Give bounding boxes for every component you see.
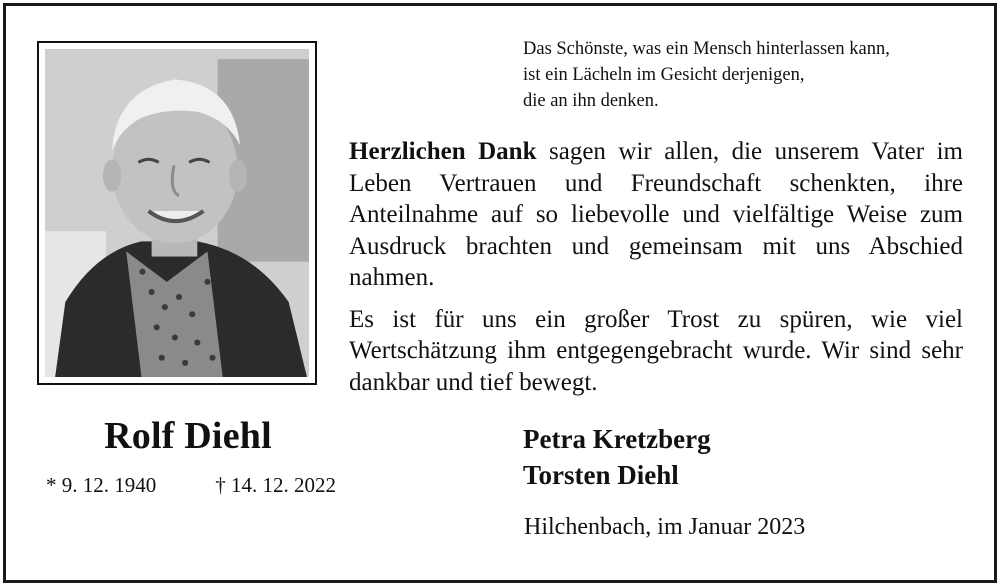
signer-name: Petra Kretzberg [523, 424, 711, 454]
death-date: † 14. 12. 2022 [215, 473, 336, 497]
portrait-photo-icon [45, 49, 309, 377]
portrait-photo [37, 41, 317, 385]
signers [523, 421, 711, 493]
signer-name: Torsten Diehl [523, 460, 679, 490]
thank-you-message [349, 136, 963, 398]
birth-date: * 9. 12. 1940 [46, 473, 157, 497]
message-lead: Herzlichen Dank [349, 138, 537, 165]
deceased-name: Rolf Diehl [104, 415, 272, 457]
message-paragraph-1-text: sagen wir allen, die unserem Vater im Leben Vertrauen und Freundschaft schenkten, ihre Anteilnahme auf so liebevolle und vielfältige Weise zum Ausdruck brachten und gemeinsam mit uns Abschied nahmen. [349, 138, 963, 291]
place-and-date: Hilchenbach, im Januar 2023 [524, 514, 806, 540]
memorial-quote [523, 36, 963, 114]
life-dates [46, 473, 336, 498]
message-paragraph-2: Es ist für uns ein großer Trost zu spüren, wie viel Wertschätzung ihm entgegengebracht wurde. Wir sind sehr dankbar und tief bewegt. [349, 305, 963, 396]
quote-line: die an ihn denken. [523, 91, 659, 111]
message-paragraph-1 [349, 136, 963, 294]
quote-line: ist ein Lächeln im Gesicht derjenigen, [523, 65, 805, 85]
quote-line: Das Schönste, was ein Mensch hinterlassen kann, [523, 39, 890, 59]
